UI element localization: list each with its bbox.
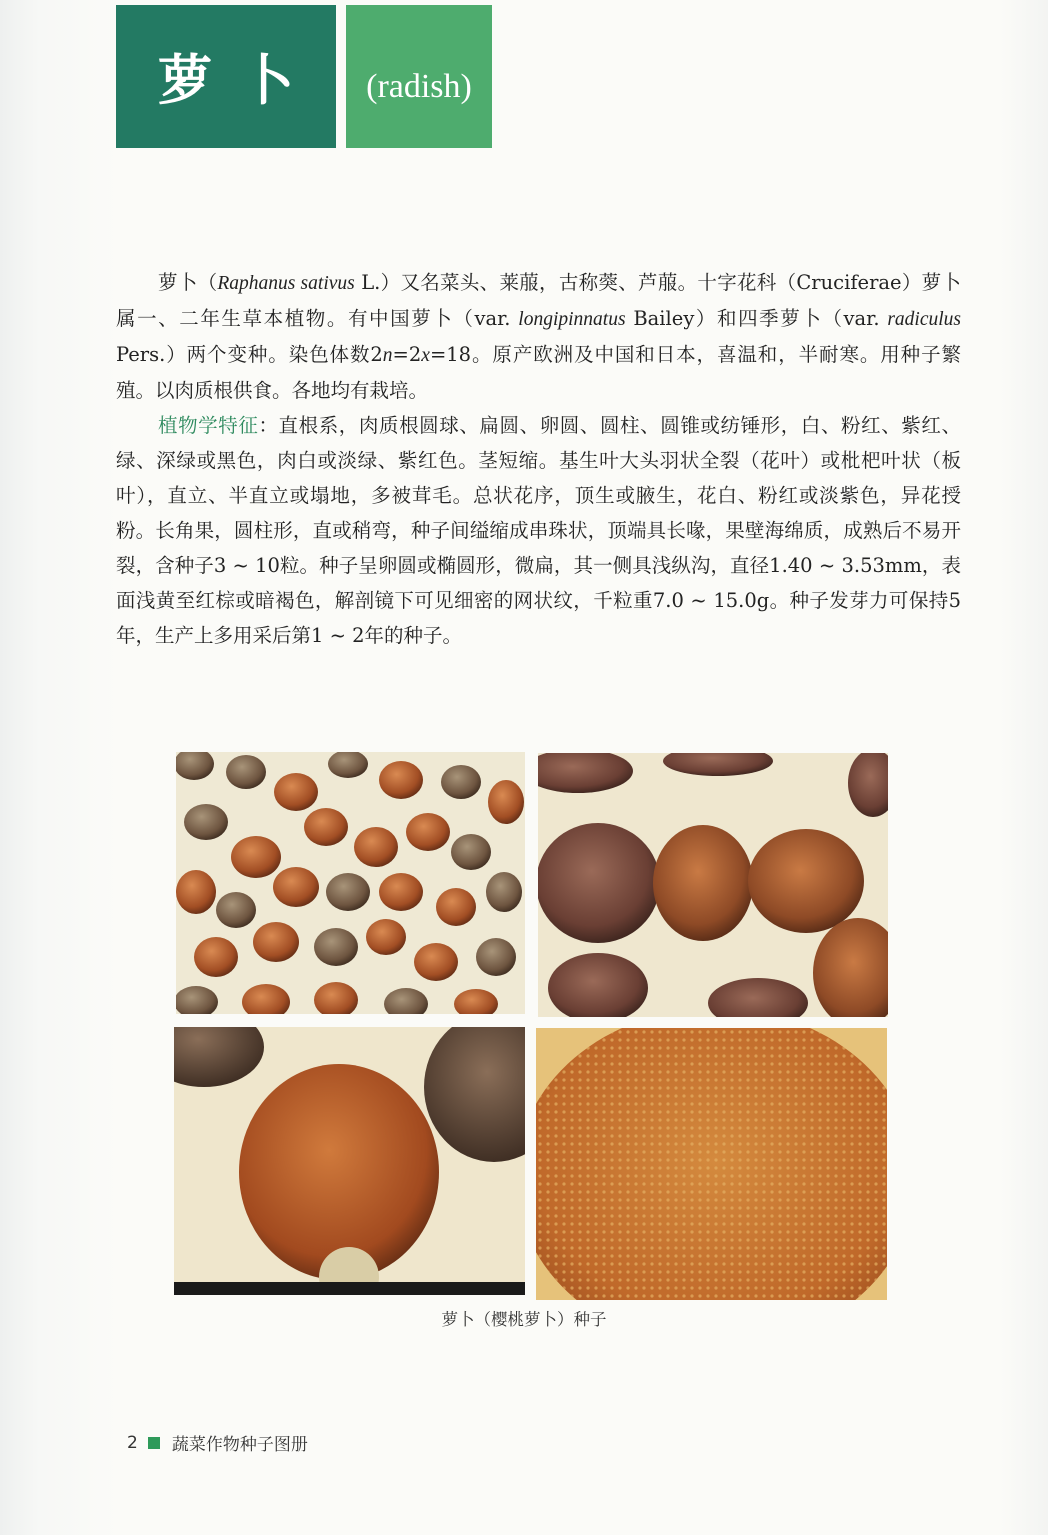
book-title: 蔬菜作物种子图册 [171, 1435, 308, 1455]
title-block-chinese [116, 5, 336, 148]
seed-photo-single [174, 1027, 525, 1295]
botany-label: 植物学特征 [158, 414, 259, 437]
botany-paragraph: 植物学特征：直根系，肉质根圆球、扁圆、卵圆、圆柱、圆锥或纺锤形，白、粉红、紫红、绿、深绿或黑色，肉白或淡绿、紫红色。茎短缩。基生叶大头羽状全裂（花叶）或枇杷叶状（板叶），直立、半直立或塌地，多被茸毛。总状花序，顶生或腋生，花白、粉红或淡紫色，异花授粉。长角果，圆柱形，直或稍弯，种子间缢缩成串珠状，顶端具长喙，果壁海绵质，成熟后不易开裂，含种子3 ~ 10粒。种子呈卵圆或椭圆形，微扁，其一侧具浅纵沟，直径1.40 ~ 3.53mm，表面浅黄至红棕或暗褐色，解剖镜下可见细密的网状纹，千粒重7.0 ~ 15.0g。种子发芽力可保持5年，生产上多用采后第1 ~ 2年的种子。 [116, 414, 961, 647]
seed-photo-closeup [538, 753, 888, 1017]
figure-caption: 萝卜（樱桃萝卜）种子 [441, 1310, 607, 1329]
seed-photo-group [176, 752, 525, 1014]
page-subtitle: (radish) [366, 67, 472, 105]
page-title: 萝卜 [158, 48, 322, 112]
page-footer [127, 1430, 308, 1455]
intro-paragraph: 萝卜（Raphanus sativus L.）又名菜头、莱菔，古称葖、芦菔。十字花科（Cruciferae）萝卜属一、二年生草本植物。有中国萝卜（var. longipinnatus Bailey）和四季萝卜（var. radiculus Pers.）两个变种。染色体数2n=2x=18。原产欧洲及中国和日本，喜温和，半耐寒。用种子繁殖。以肉质根供食。各地均有栽培。 [116, 271, 962, 402]
body-text [116, 265, 961, 653]
square-bullet-icon [148, 1437, 160, 1449]
title-block-english [346, 5, 492, 148]
seed-photo-texture [536, 1028, 887, 1300]
page-number: 2 [127, 1432, 138, 1453]
